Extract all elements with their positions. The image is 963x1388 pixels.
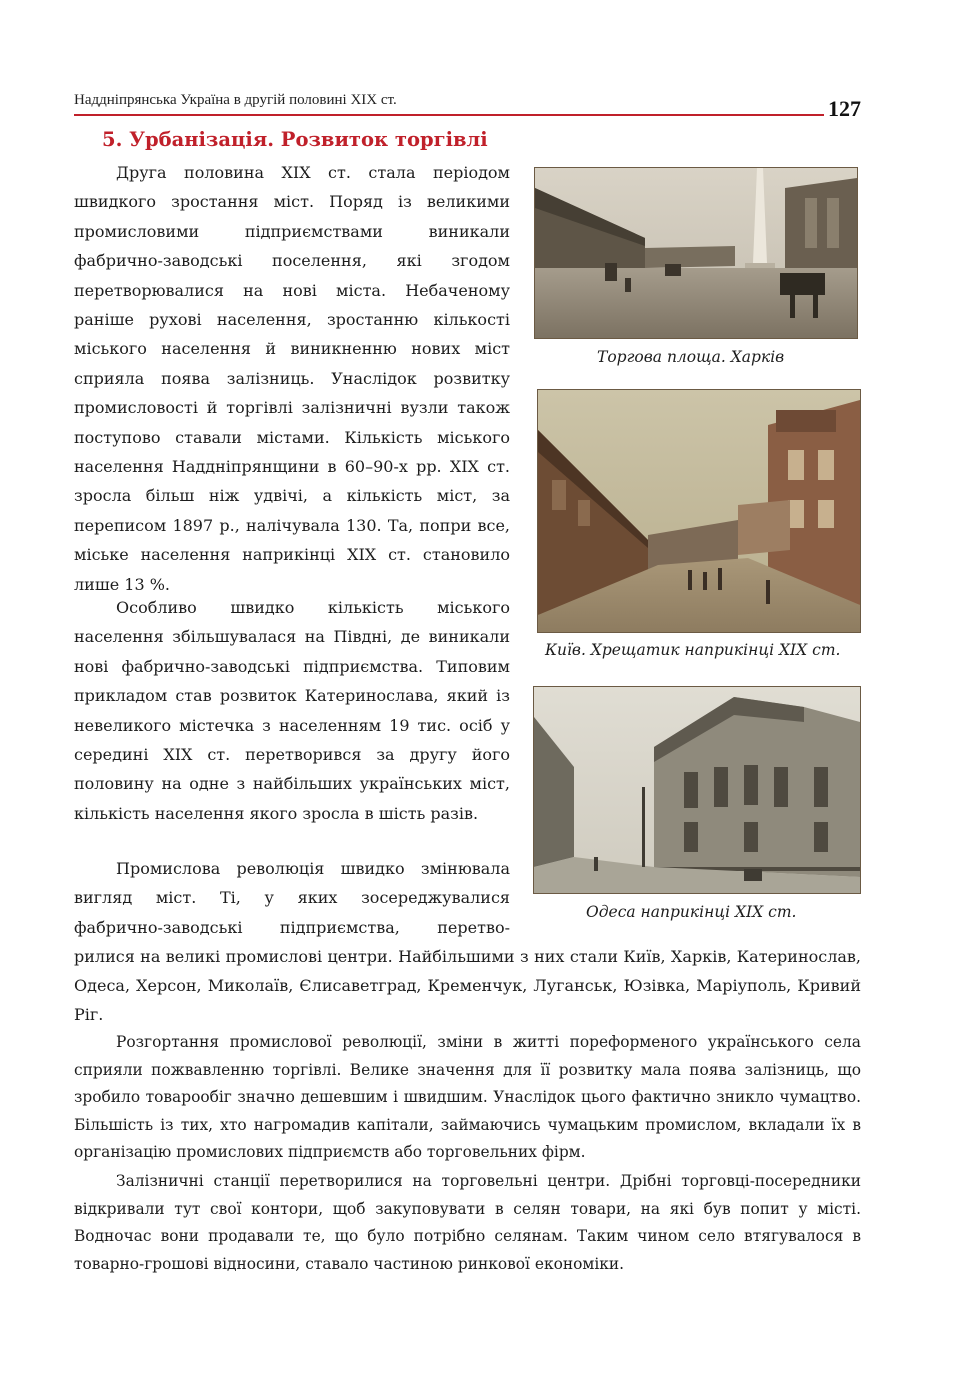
paragraph-1: Друга половина XIX ст. стала періодом швидкого зростання міст. Поряд із великими промисловими підприємствами виникали фабрично-заводські поселення, які згодом перетворювалися на нові міста. Небаченому раніше рухові населення, зростанню кількості міського населення й виникненню нових міст сприяла поява залізниць. Унаслідок розвитку промисловості й торгівлі залізничні вузли також поступово ставали містами. Кількість міського населення Наддніпрянщини в 60–90-х рр. XIX ст. зросла більш ніж удвічі, а кількість міст, за переписом 1897 р., налічувала 130. Та, попри все, міське населення наприкінці XIX ст. становило лише 13 %. [74,163,510,594]
caption-kharkiv-trade-square: Торгова площа. Харків [597,348,785,366]
paragraph-2: Особливо швидко кількість міського населення збільшувалася на Півдні, де виникали нові фабрично-заводські підприємства. Типовим прикладом став розвиток Катеринослава, який із невеликого містечка з населенням 19 тис. осіб у середині XIX ст. перетворився за другу його половину на одне з найбільших українських міст, кількість населення якого зросла в шість разів. [74,598,510,823]
photo-odesa [533,686,861,894]
paragraph-3-start: Промислова революція швидко змінювала вигляд міст. Ті, у яких зосереджувалися фабрично-заводські підприємства, перетво- [74,859,510,937]
page-number: 127 [828,96,861,121]
photo-kharkiv-trade-square [534,167,858,339]
section-title: 5. Урбанізація. Розвиток торгівлі [102,128,488,151]
paragraph-3-end: рилися на великі промислові центри. Найбільшими з них стали Київ, Харків, Катеринослав, Одеса, Херсон, Миколаїв, Єлисаветград, Кременчук, Луганськ, Юзівка, Маріуполь, Кривий Ріг. [74,947,861,1024]
running-title: Наддніпрянська Україна в другій половині XIX ст. [74,92,397,108]
photo-kyiv-khreshchatyk [537,389,861,633]
paragraph-5: Залізничні станції перетворилися на торговельні центри. Дрібні торговці-посередники відкривали тут свої контори, щоб закуповувати в селян товари, на які був попит у місті. Водночас вони продавали те, що було потрібно селянам. Таким чином село втягувалося в товарно-грошові відносини, ставало частиною ринкової економіки. [74,1172,861,1273]
caption-odesa: Одеса наприкінці XIX ст. [586,903,797,921]
paragraph-4: Розгортання промислової революції, зміни в житті пореформеного українського села сприяли пожвавленню торгівлі. Велике значення для її розвитку мала поява залізниць, що зробило товарообіг значно дешевшим і швидшим. Унаслідок цього фактично зникло чумацтво. Більшість із тих, хто нагромадив капітали, займаючись чумацьким промислом, вкладали їх в організацію промислових підприємств або торговельних фірм. [74,1033,861,1162]
header-rule [74,114,824,116]
caption-kyiv-khreshchatyk: Київ. Хрещатик наприкінці XIX ст. [545,641,841,659]
